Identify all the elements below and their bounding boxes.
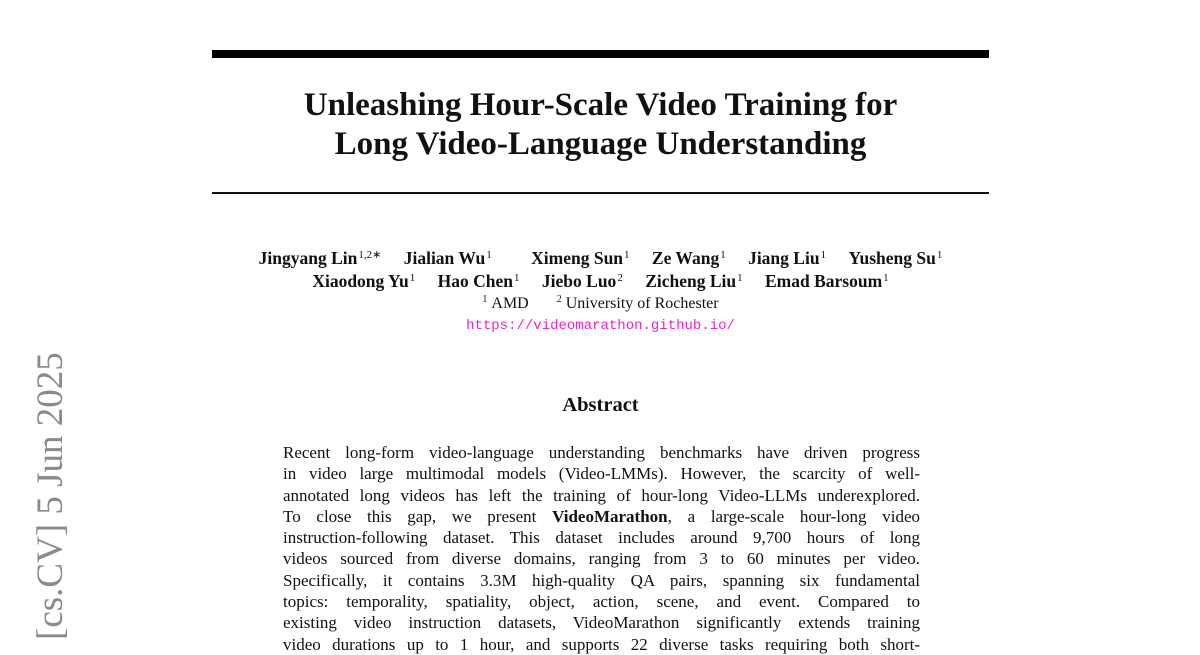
affiliation-name: AMD	[491, 295, 529, 312]
author	[259, 247, 382, 270]
author-affil-sup: 1	[936, 249, 943, 261]
author	[312, 270, 415, 293]
author	[645, 270, 742, 293]
author-affil-sup: 1	[720, 249, 726, 261]
author-name: Jingyang Lin	[258, 248, 358, 268]
author-name: Jialian Wu	[403, 248, 486, 268]
author-affil-sup: 1	[624, 249, 630, 261]
abstract-line: annotated long videos has left the training of hour-long Video-LLMs underexplored.	[283, 485, 920, 505]
author-name: Ze Wang	[651, 248, 720, 268]
author-name: Xiaodong Yu	[312, 271, 409, 291]
author-name: Zicheng Liu	[645, 271, 737, 291]
arxiv-side-stamp: [cs.CV] 5 Jun 2025	[30, 352, 71, 640]
author-name: Jiang Liu	[748, 248, 820, 268]
author	[438, 270, 520, 293]
abstract-line: existing video instruction datasets, VideoMarathon significantly extends training	[283, 613, 920, 633]
affiliation-list	[212, 294, 989, 314]
author-name: Yusheng Su	[848, 248, 936, 268]
author	[748, 247, 826, 270]
abstract-line: in video large multimodal models (Video-LMMs). However, the scarcity of well-	[283, 464, 920, 484]
author	[531, 247, 629, 270]
abstract-text: , a large-scale hour-long video	[667, 506, 920, 526]
author-name: Emad Barsoum	[765, 271, 883, 291]
affiliation	[557, 294, 719, 314]
author-affil-sup: 1	[486, 249, 492, 261]
dataset-name: VideoMarathon	[552, 506, 668, 526]
author-affil-sup: 2	[617, 272, 623, 284]
author-row-1	[212, 247, 989, 270]
abstract-body	[283, 442, 920, 655]
author-affil-sup: 1	[514, 272, 520, 284]
affiliation-sup: 1	[482, 294, 488, 305]
author-name: Ximeng Sun	[531, 248, 624, 268]
author-affil-sup: 1	[820, 249, 827, 261]
title-rule	[212, 192, 989, 194]
author-affil-sup: 1,2∗	[358, 249, 382, 261]
title-line-1: Unleashing Hour-Scale Video Training for	[303, 87, 898, 123]
author	[848, 247, 942, 270]
affiliation-name: University of Rochester	[565, 295, 719, 312]
author-affil-sup: 1	[737, 272, 743, 284]
author-list	[212, 247, 989, 293]
author-name: Jiebo Luo	[541, 271, 617, 291]
abstract-line: Specifically, it contains 3.3M high-quality QA pairs, spanning six fundamental	[283, 570, 920, 590]
affiliation	[482, 294, 528, 314]
abstract-line: topics: temporality, spatiality, object, action, scene, and event. Compared to	[283, 592, 920, 612]
abstract-line: Recent long-form video-language understanding benchmarks have driven progress	[283, 443, 920, 462]
author	[652, 247, 726, 270]
abstract-text: To close this gap, we present	[283, 506, 537, 526]
author	[765, 270, 889, 293]
author-name: Hao Chen	[437, 271, 514, 291]
project-url-link[interactable]: https://videomarathon.github.io/	[466, 318, 735, 334]
author	[404, 247, 492, 270]
author	[542, 270, 623, 293]
author-affil-sup: 1	[409, 272, 416, 284]
title-line-2: Long Video-Language Understanding	[334, 126, 867, 162]
abstract-line	[283, 506, 920, 527]
abstract-line: videos sourced from diverse domains, ranging from 3 to 60 minutes per video.	[283, 549, 920, 569]
top-rule	[212, 50, 989, 58]
affiliation-sup: 2	[556, 294, 562, 305]
abstract-heading: Abstract	[562, 394, 639, 416]
author-row-2	[212, 270, 989, 293]
abstract-line: video durations up to 1 hour, and supports 22 diverse tasks requiring both short-	[283, 634, 920, 654]
paper-title	[212, 86, 989, 164]
author-affil-sup: 1	[883, 272, 889, 284]
abstract-line: instruction-following dataset. This dataset includes around 9,700 hours of long	[283, 528, 920, 548]
